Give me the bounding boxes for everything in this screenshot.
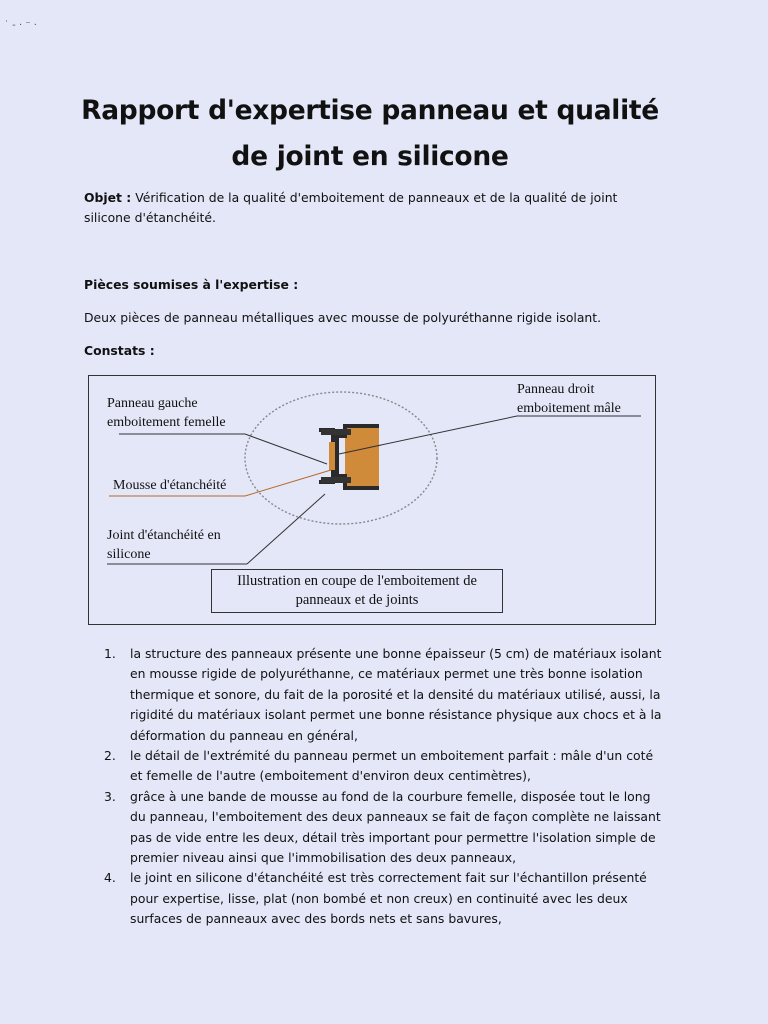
- findings-list: [104, 644, 664, 930]
- leader-left: [245, 434, 327, 464]
- list-item-text: le détail de l'extrémité du panneau permet un emboitement parfait : mâle d'un coté et femelle de l'autre (emboitement d'environ deux centimètres),: [130, 748, 654, 784]
- label-right-panel: [517, 380, 621, 418]
- caption-line-2: panneaux et de joints: [295, 592, 419, 608]
- label-mousse: Mousse d'étanchéité: [113, 478, 227, 493]
- leader-joint: [247, 494, 325, 564]
- list-item: [104, 787, 664, 869]
- list-item-text: grâce à une bande de mousse au fond de la courbure femelle, disposée tout le long du panneau, l'emboitement des deux panneaux se fait de façon complète ne laissant pas de vide entre les deux, détail très important pour permettre l'isolation simple de premier niveau ainsi que l'immobilisation des deux panneaux,: [130, 788, 661, 866]
- pieces-text: Deux pièces de panneau métalliques avec mousse de polyuréthanne rigide isolant.: [84, 310, 602, 325]
- cross-section-diagram: [88, 375, 656, 625]
- label-left-line-1: Panneau gauche: [107, 396, 198, 411]
- label-right-line-1: Panneau droit: [517, 382, 595, 397]
- title-line-1: Rapport d'expertise panneau et qualité: [81, 95, 659, 126]
- title-line-2: de joint en silicone: [231, 141, 509, 172]
- scan-marks: ˙ ‐ · ⁻ ·: [4, 20, 37, 31]
- leader-mousse: [245, 470, 331, 496]
- list-item: [104, 868, 664, 929]
- pieces-heading: Pièces soumises à l'expertise :: [84, 277, 299, 292]
- label-right-line-2: emboitement mâle: [517, 401, 621, 416]
- objet-paragraph: [84, 188, 644, 228]
- label-joint: [107, 526, 221, 564]
- label-left-panel: [107, 394, 226, 432]
- list-item-number: 3.: [104, 788, 116, 804]
- document-title: [60, 88, 680, 180]
- caption-line-1: Illustration en coupe de l'emboitement de: [237, 573, 477, 589]
- list-item-text: le joint en silicone d'étanchéité est très correctement fait sur l'échantillon présenté pour expertise, lisse, plat (non bombé et non creux) en continuité avec les deux surfaces de panneaux avec des bords nets et sans bavures,: [130, 870, 647, 927]
- list-item-text: la structure des panneaux présente une bonne épaisseur (5 cm) de matériaux isolant en mousse rigide de polyuréthanne, ce matériaux permet une très bonne isolation thermique et sonore, du fait de la porosité et la densité du matériaux utilisé, aussi, la rigidité du matériaux isolant permet une bonne résistance physique aux chocs et à la déformation du panneau en général,: [130, 646, 662, 743]
- label-joint-line-1: Joint d'étanchéité en: [107, 528, 221, 543]
- objet-label: Objet :: [84, 190, 132, 205]
- list-item: [104, 644, 664, 746]
- seal-strip: [329, 442, 335, 470]
- label-joint-line-2: silicone: [107, 547, 151, 562]
- constats-heading: Constats :: [84, 343, 155, 358]
- label-left-line-2: emboitement femelle: [107, 415, 226, 430]
- list-item-number: 2.: [104, 748, 116, 764]
- objet-text: Vérification de la qualité d'emboitement de panneaux et de la qualité de joint silicone d'étanchéité.: [84, 190, 618, 225]
- list-item-number: 4.: [104, 870, 116, 886]
- list-item: [104, 746, 664, 787]
- list-item-number: 1.: [104, 646, 116, 661]
- diagram-caption: [211, 569, 503, 613]
- detail-ellipse: [245, 392, 437, 524]
